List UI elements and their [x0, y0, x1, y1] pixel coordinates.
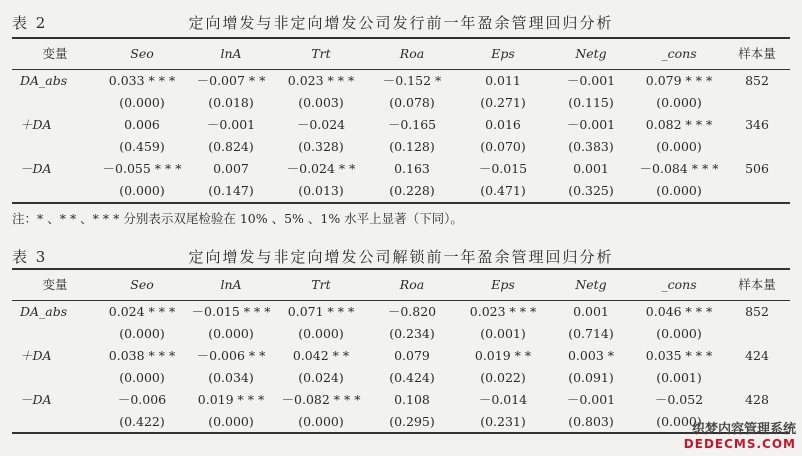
- header-variable: 变量: [42, 277, 68, 292]
- header-variable: 变量: [42, 46, 68, 61]
- p-value-cell: (0.000): [656, 95, 702, 110]
- coef-cell: 0.035 * * *: [645, 348, 713, 363]
- p-value-cell: (0.234): [389, 326, 435, 341]
- coef-cell: －0.001: [566, 73, 616, 88]
- p-value-cell: (0.325): [568, 183, 614, 198]
- table-row: [12, 323, 790, 345]
- sample-size-cell: 346: [745, 117, 769, 132]
- coef-cell: －0.015: [478, 161, 528, 176]
- table-row: [12, 180, 790, 202]
- header-roa: Roa: [399, 277, 425, 292]
- coef-cell: 0.038 * * *: [108, 348, 176, 363]
- header-roa: Roa: [399, 46, 425, 61]
- coef-cell: 0.163: [394, 161, 430, 176]
- coef-cell: －0.165: [387, 117, 437, 132]
- coef-cell: 0.001: [573, 304, 609, 319]
- table-3-number: 表 3: [12, 248, 48, 266]
- p-value-cell: (0.000): [119, 370, 165, 385]
- coef-cell: 0.079 * * *: [645, 73, 713, 88]
- table-row: [12, 114, 790, 136]
- table-2-note: 注：* 、* * 、* * * 分别表示双尾检验在 10% 、5% 、1% 水平上显著（下同）。: [12, 211, 463, 226]
- table-3-title: [0, 242, 802, 268]
- header-cons: _cons: [661, 46, 697, 61]
- p-value-cell: (0.271): [480, 95, 526, 110]
- p-value-cell: (0.128): [389, 139, 435, 154]
- table-3: [12, 270, 790, 433]
- coef-cell: 0.019 * * *: [197, 392, 265, 407]
- p-value-cell: (0.000): [656, 326, 702, 341]
- row-label: DA_abs: [20, 73, 68, 88]
- coef-cell: 0.011: [485, 73, 521, 88]
- header-seo: Seo: [130, 277, 154, 292]
- table-3-bottom-rule: [12, 432, 790, 434]
- p-value-cell: (0.000): [656, 183, 702, 198]
- p-value-cell: (0.147): [208, 183, 254, 198]
- coef-cell: －0.820: [387, 304, 437, 319]
- coef-cell: －0.152 *: [382, 73, 442, 88]
- table-2-number: 表 2: [12, 14, 48, 32]
- coef-cell: 0.042 * *: [292, 348, 350, 363]
- coef-cell: 0.001: [573, 161, 609, 176]
- table-row: [12, 411, 790, 433]
- coef-cell: －0.055 * * *: [102, 161, 182, 176]
- p-value-cell: (0.003): [298, 95, 344, 110]
- sample-size-cell: 428: [745, 392, 769, 407]
- p-value-cell: (0.013): [298, 183, 344, 198]
- table-row: [12, 367, 790, 389]
- coef-cell: －0.024 * *: [286, 161, 356, 176]
- p-value-cell: (0.714): [568, 326, 614, 341]
- site-watermark: [684, 423, 796, 452]
- p-value-cell: (0.018): [208, 95, 254, 110]
- header-lna: lnA: [220, 277, 242, 292]
- coef-cell: 0.003 *: [567, 348, 614, 363]
- coef-cell: －0.024: [296, 117, 346, 132]
- p-value-cell: (0.422): [119, 414, 165, 429]
- p-value-cell: (0.000): [119, 95, 165, 110]
- p-value-cell: (0.000): [656, 139, 702, 154]
- table-row: [12, 158, 790, 180]
- p-value-cell: (0.459): [119, 139, 165, 154]
- p-value-cell: (0.034): [208, 370, 254, 385]
- p-value-cell: (0.231): [480, 414, 526, 429]
- coef-cell: －0.015 * * *: [191, 304, 271, 319]
- coef-cell: －0.052: [654, 392, 704, 407]
- coef-cell: 0.006: [124, 117, 160, 132]
- table-row: [12, 301, 790, 324]
- header-sample-size: 样本量: [738, 277, 776, 292]
- table-row: [12, 92, 790, 114]
- sample-size-cell: 852: [745, 304, 769, 319]
- p-value-cell: (0.000): [119, 326, 165, 341]
- p-value-cell: (0.024): [298, 370, 344, 385]
- row-label: ＋DA: [20, 348, 52, 363]
- header-sample-size: 样本量: [738, 46, 776, 61]
- p-value-cell: (0.824): [208, 139, 254, 154]
- table-2-title: [0, 8, 802, 34]
- p-value-cell: (0.295): [389, 414, 435, 429]
- row-label: DA_abs: [20, 304, 68, 319]
- coef-cell: 0.023 * * *: [469, 304, 537, 319]
- header-seo: Seo: [130, 46, 154, 61]
- p-value-cell: (0.115): [568, 95, 614, 110]
- p-value-cell: (0.001): [480, 326, 526, 341]
- coef-cell: 0.079: [394, 348, 430, 363]
- coef-cell: －0.006: [117, 392, 167, 407]
- table-row: [12, 345, 790, 367]
- coef-cell: 0.007: [213, 161, 249, 176]
- coef-cell: 0.082 * * *: [645, 117, 713, 132]
- sample-size-cell: 506: [745, 161, 769, 176]
- p-value-cell: (0.022): [480, 370, 526, 385]
- p-value-cell: (0.000): [298, 326, 344, 341]
- p-value-cell: (0.000): [208, 326, 254, 341]
- header-netg: Netg: [575, 277, 607, 292]
- p-value-cell: (0.383): [568, 139, 614, 154]
- p-value-cell: (0.471): [480, 183, 526, 198]
- coef-cell: 0.046 * * *: [645, 304, 713, 319]
- header-lna: lnA: [220, 46, 242, 61]
- p-value-cell: (0.078): [389, 95, 435, 110]
- sample-size-cell: 852: [745, 73, 769, 88]
- row-label: ＋DA: [20, 117, 52, 132]
- header-eps: Eps: [491, 46, 515, 61]
- coef-cell: 0.108: [394, 392, 430, 407]
- p-value-cell: (0.328): [298, 139, 344, 154]
- p-value-cell: (0.803): [568, 414, 614, 429]
- coef-cell: －0.082 * * *: [281, 392, 361, 407]
- header-netg: Netg: [575, 46, 607, 61]
- table-3-caption: 定向增发与非定向增发公司解锁前一年盈余管理回归分析: [188, 248, 614, 266]
- header-trt: Trt: [311, 277, 331, 292]
- coef-cell: －0.014: [478, 392, 528, 407]
- table-2: [12, 39, 790, 202]
- table-3-header-row: [12, 270, 790, 301]
- coef-cell: －0.001: [566, 117, 616, 132]
- table-row: [12, 136, 790, 158]
- p-value-cell: (0.000): [119, 183, 165, 198]
- coef-cell: 0.024 * * *: [108, 304, 176, 319]
- p-value-cell: (0.001): [656, 370, 702, 385]
- table-row: [12, 389, 790, 411]
- p-value-cell: (0.424): [389, 370, 435, 385]
- sample-size-cell: 424: [745, 348, 769, 363]
- coef-cell: －0.001: [206, 117, 256, 132]
- p-value-cell: (0.091): [568, 370, 614, 385]
- table-2-bottom-rule: [12, 202, 790, 204]
- row-label: －DA: [20, 161, 52, 176]
- p-value-cell: (0.228): [389, 183, 435, 198]
- coef-cell: －0.007 * *: [196, 73, 266, 88]
- watermark-line-1: 织梦内容管理系统: [691, 422, 796, 438]
- p-value-cell: (0.000): [298, 414, 344, 429]
- row-label: －DA: [20, 392, 52, 407]
- coef-cell: 0.019 * *: [474, 348, 532, 363]
- p-value-cell: (0.000): [208, 414, 254, 429]
- watermark-line-2: DEDECMS.COM: [683, 437, 796, 452]
- coef-cell: －0.006 * *: [196, 348, 266, 363]
- header-eps: Eps: [491, 277, 515, 292]
- coef-cell: 0.033 * * *: [108, 73, 176, 88]
- p-value-cell: (0.070): [480, 139, 526, 154]
- header-cons: _cons: [661, 277, 697, 292]
- table-2-header-row: [12, 39, 790, 70]
- coef-cell: 0.071 * * *: [287, 304, 355, 319]
- coef-cell: －0.084 * * *: [639, 161, 719, 176]
- table-row: [12, 70, 790, 93]
- coef-cell: 0.016: [485, 117, 521, 132]
- header-trt: Trt: [311, 46, 331, 61]
- p-value-cell: (0.000): [656, 414, 702, 429]
- coef-cell: －0.001: [566, 392, 616, 407]
- coef-cell: 0.023 * * *: [287, 73, 355, 88]
- table-2-caption: 定向增发与非定向增发公司发行前一年盈余管理回归分析: [188, 14, 614, 32]
